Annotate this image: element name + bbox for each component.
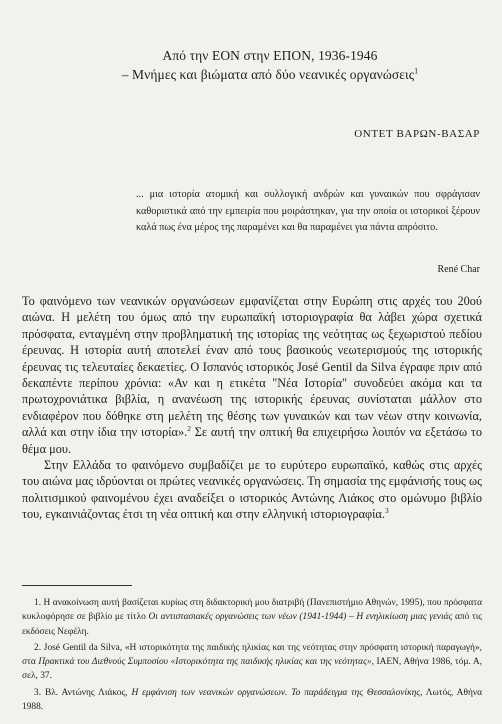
footnote-3-end: , Λωτός, Αθήνα 1988. <box>22 687 482 713</box>
footnote-1-book-title: Οι αντιστασιακές οργανώσεις των νέων (1941-1944) – Η ενηλικίωση μιας γενιάς <box>148 612 453 623</box>
title-line-2 <box>60 65 480 84</box>
footnote-2 <box>22 641 482 684</box>
article-author: ΟΝΤΕΤ ΒΑΡΩΝ-ΒΑΣΑΡ <box>354 128 480 140</box>
footnote-3-book-title: Η εμφάνιση των νεανικών οργανώσεων. Το παράδειγμα της Θεσσαλονίκης <box>131 687 421 698</box>
footnote-3 <box>22 686 482 715</box>
footnote-2-end: , ΙΑΕΝ, Αθήνα 1986, τόμ. Α, σελ, 37. <box>22 657 483 682</box>
footnote-1-end: από τις εκδόσεις Νεφέλη. <box>22 612 483 637</box>
footnotes <box>22 596 482 716</box>
article-body <box>22 293 482 523</box>
body-paragraph-2-text: Στην Ελλάδα το φαινόμενο συμβαδίζει με το ευρύτερο ευρωπαϊκό, καθώς στις αρχές του αιώνα μας ιδρύονται οι πρώτες νεανικές οργανώσεις. Τη σημασία της εμφάνισής τους ως πολιτισμικού φαινομένου έχει αναδείξει ο ιστορικός Αντώνης Λιάκος στο ομώνυμο βιβλίο του, εγκαινιάζοντας έτσι τη νέα οπτική και στην ελληνική ιστοριογραφία. <box>22 458 482 522</box>
body-paragraph-2 <box>22 457 482 523</box>
title-line-2-text: – Μνήμες και βιώματα από δύο νεανικές οργανώσεις <box>121 67 415 82</box>
footnote-2-proceedings-title: Πρακτικά του Διεθνούς Συμποσίου «Ιστορικότητα της παιδικής ηλικίας και της νεότητας» <box>38 657 372 668</box>
body-paragraph-1 <box>22 293 482 457</box>
footnote-3-text: 3. Βλ. Αντώνης Λιάκος, <box>34 687 132 698</box>
body-footnote-ref-2: 2 <box>187 424 191 434</box>
article-title <box>60 46 480 84</box>
body-paragraph-1-end: Σε αυτή την οπτική θα επιχειρήσω λοιπόν να εξετάσω το θέμα μου. <box>22 425 482 456</box>
body-paragraph-1-text: Το φαινόμενο των νεανικών οργανώσεων εμφανίζεται στην Ευρώπη στις αρχές του 20ού αιώνα. Η μελέτη του όμως από την ευρωπαϊκή ιστοριογραφία θα λάβει χώρα σχετικά πρόσφατα, ενταγμένη στην προβληματική της ιστορίας της νεότητας ως ξεχωριστού πεδίου έρευνας. Η ιστορία αυτή αποτελεί έναν από τους βασικούς νεωτερισμούς της ιστορικής έρευνας τις τελευταίες δεκαετίες. Ο Ισπανός ιστορικός José Gentil da Silva έγραφε πριν από δεκαπέντε περίπου χρόνια: «Αν και η ετικέτα "Νέα Ιστορία" συνοδεύει ακόμα και τα πρωτοχρονιάτικα βιβλία, η ανανέωση της ιστορικής έρευνας συνίσταται μάλλον στο ενδιαφέρον που δόθηκε στη μελέτη της θέσης των γυναικών και των νέων στην κοινωνία, αλλά και στην ίδια την ιστορία». <box>22 294 482 440</box>
epigraph-quote: ... μια ιστορία ατομική και συλλογική ανδρών και γυναικών που σφράγισαν καθοριστικά από την εμπειρία που μοιράστηκαν, για την οποία οι ιστορικοί ξέρουν καλά πως ένα μέρος της παραμένει και θα παραμένει για πάντα απρόσιτο. <box>136 189 480 233</box>
body-footnote-ref-3: 3 <box>384 506 389 516</box>
footnote-divider <box>22 585 132 586</box>
title-footnote-mark: 1 <box>414 66 419 76</box>
footnote-1 <box>22 596 482 639</box>
footnote-2-text: 2. José Gentil da Silva, «Η ιστορικότητα της παιδικής ηλικίας και της νεότητας στην πρόσφατη ιστορική παραγωγή», στα <box>22 642 482 668</box>
epigraph-author: René Char <box>437 264 480 275</box>
footnote-1-text: 1. Η ανακοίνωση αυτή βασίζεται κυρίως στη διδακτορική μου διατριβή (Πανεπιστήμιο Αθηνών, 1995), που πρόσφατα κυκλοφόρησε σε βιβλίο με τίτλο <box>22 598 482 623</box>
title-line-1: Από την ΕΟΝ στην ΕΠΟΝ, 1936-1946 <box>162 48 378 63</box>
